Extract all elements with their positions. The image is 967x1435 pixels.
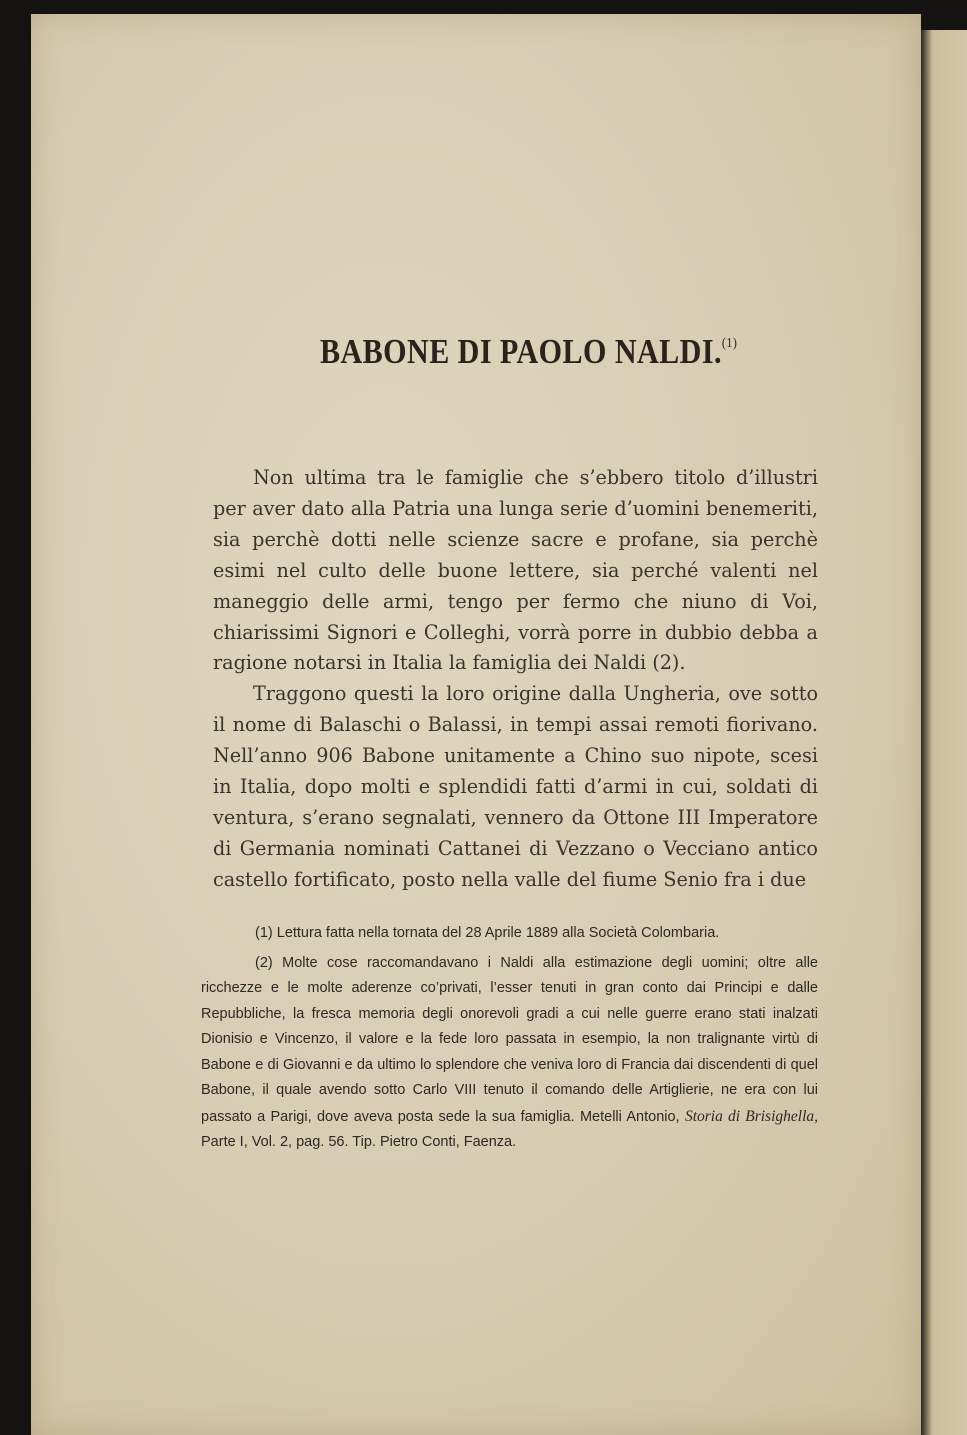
footnotes xyxy=(201,921,818,1156)
title-footnote-marker: (1) xyxy=(721,336,738,351)
title-text: BABONE DI PAOLO NALDI. xyxy=(320,332,722,371)
next-page-edge xyxy=(921,30,967,1435)
page-title xyxy=(320,332,737,372)
paragraph-2: Traggono questi la loro origine dalla Ungheria, ove sotto il nome di Balaschi o Balassi, in tempi assai remoti fiorivano. Nell’anno 906 Babone unitamente a Chino suo nipote, scesi in Italia, dopo molti e splendidi fatti d’armi in cui, soldati di ventura, s’erano segnalati, vennero da Ottone III Imperatore di Germania nominati Cattanei di Vezzano o Vecciano antico castello fortificato, posto nella valle del fiume Senio fra i due xyxy=(213,682,818,891)
body-text xyxy=(213,463,818,896)
footnote-2-text: (2) Molte cose raccomandavano i Naldi alla estimazione degli uomini; oltre alle ricchezze e le molte aderenze co’privati, l’esser tenuti in gran conto dai Principi e dalle Repubbliche, la fresca memoria degli onorevoli gradi a cui nelle guerre erano stati inalzati Dionisio e Vincenzo, il valore e la fede loro passata in esempio, la non tralignante virtù di Babone e di Giovanni e da ultimo lo splendore che veniva loro di Francia dai discendenti di quel Babone, il quale avendo sotto Carlo VIII tenuto il comando delle Artiglierie, ne era con lui passato a Parigi, dove aveva posta sede la sua famiglia. Metelli Antonio, xyxy=(201,954,818,1125)
footnote-2 xyxy=(201,951,818,1156)
footnote-2-citation: Parte I, Vol. 2, pag. 56. Tip. Pietro Conti, Faenza. xyxy=(201,1134,517,1150)
paragraph-1: Non ultima tra le famiglie che s’ebbero titolo d’illustri per aver dato alla Patria una lunga serie d’uomini benemeriti, sia perchè dotti nelle scienze sacre e profane, sia perchè esimi nel culto delle buone lettere, sia perché valenti nel maneggio delle armi, tengo per fermo che niuno di Voi, chiarissimi Signori e Colleghi, vorrà porre in dubbio debba a ragione notarsi in Italia la famiglia dei Naldi (2). xyxy=(213,466,818,675)
footnote-1: (1) Lettura fatta nella tornata del 28 Aprile 1889 alla Società Colombaria. xyxy=(255,925,720,941)
footnote-2-book-title: Storia di Brisighella, xyxy=(684,1107,819,1125)
